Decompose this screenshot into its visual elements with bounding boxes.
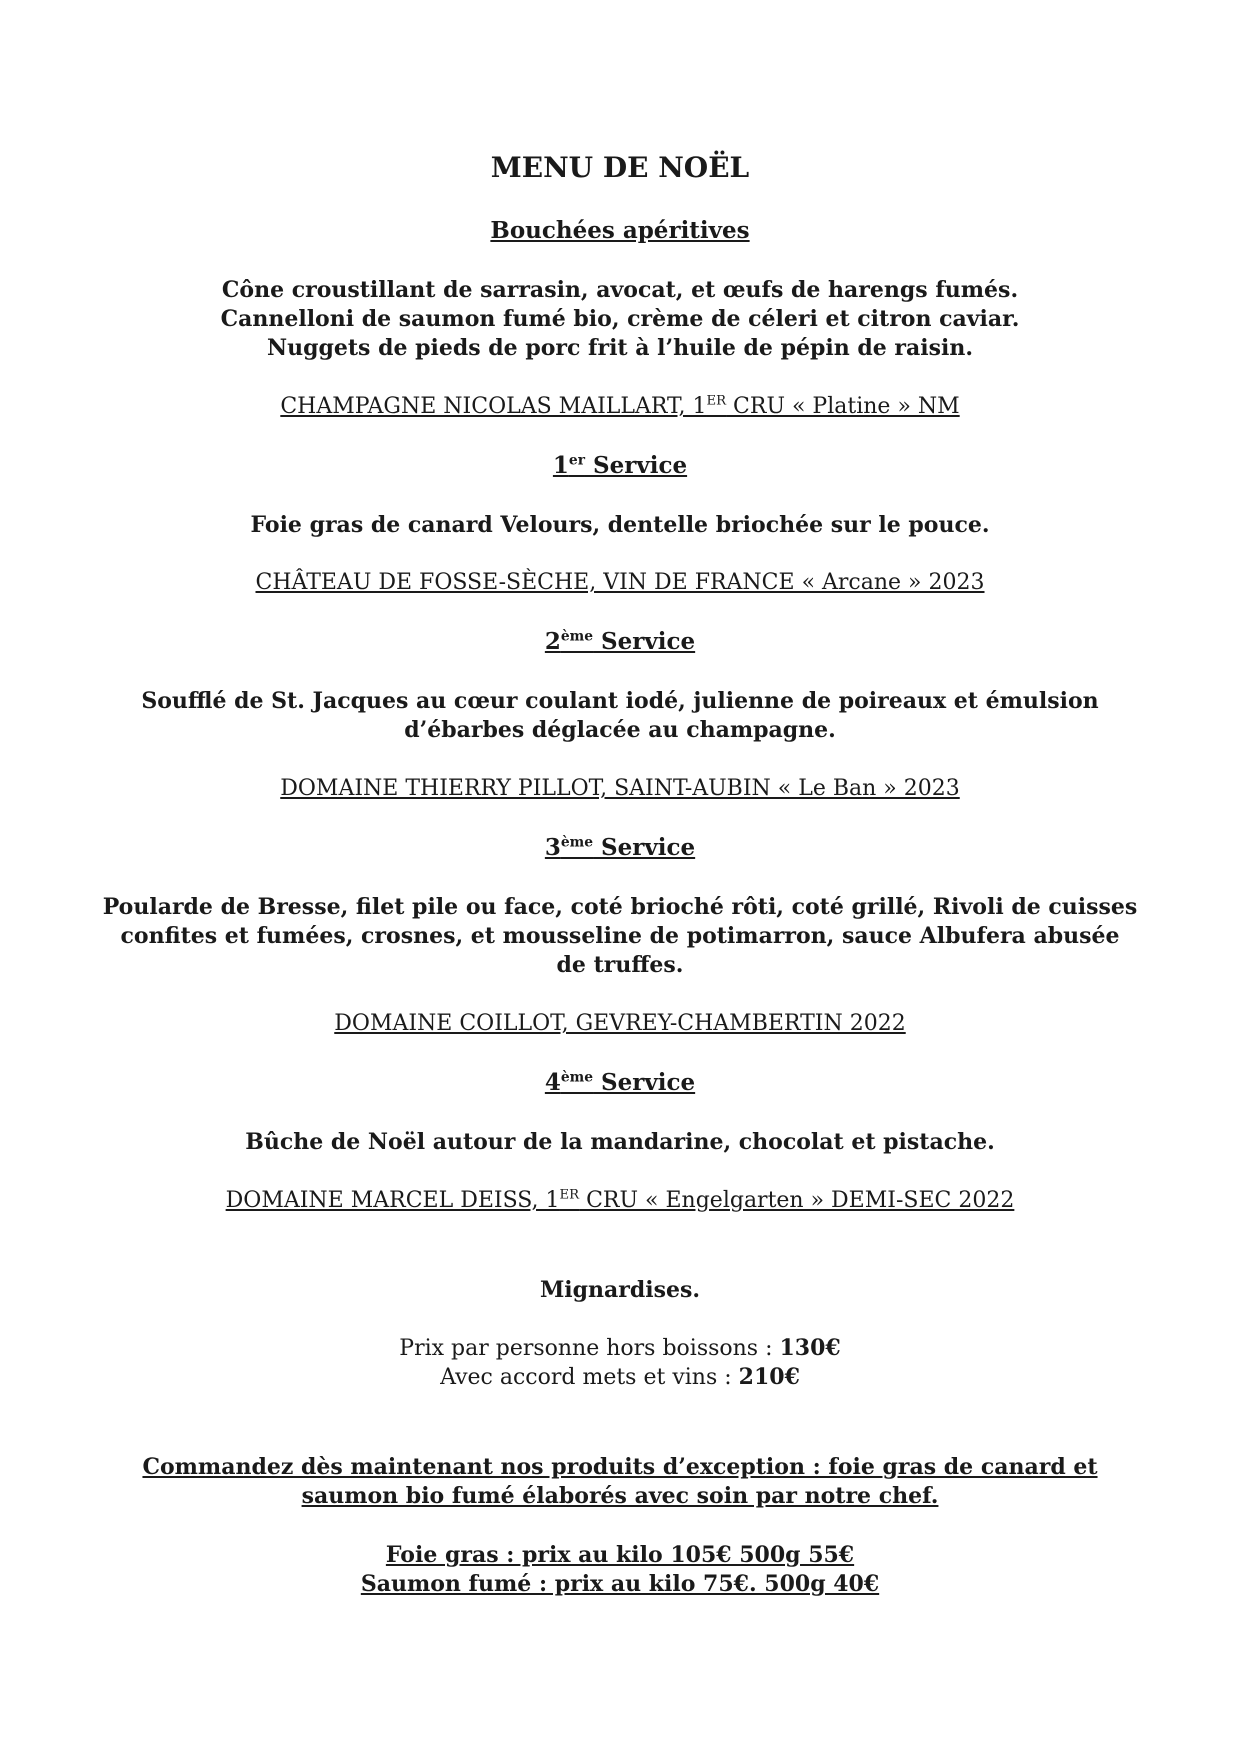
section-heading-service-1: 1er Service [552, 452, 688, 479]
menu-title: MENU DE NOËL [490, 151, 750, 184]
wine-pairing-aperitif: CHAMPAGNE NICOLAS MAILLART, 1ER CRU « Platine » NM [280, 393, 960, 419]
dish-service-2: Soufflé de St. Jacques au cœur coulant iodé, julienne de poireaux et émulsion [141, 688, 1099, 714]
order-announcement: Commandez dès maintenant nos produits d’exception : foie gras de canard et [142, 1454, 1098, 1480]
price-value: 210€ [738, 1364, 800, 1390]
dish-service-1: Foie gras de canard Velours, dentelle briochée sur le pouce. [250, 512, 990, 538]
price-saumon: Saumon fumé : prix au kilo 75€. 500g 40€ [360, 1571, 880, 1597]
price-value: 130€ [779, 1335, 841, 1361]
aperitif-item: Nuggets de pieds de porc frit à l’huile de pépin de raisin. [267, 335, 973, 361]
price-foie-gras: Foie gras : prix au kilo 105€ 500g 55€ [385, 1542, 855, 1568]
price-with-wine: Avec accord mets et vins : 210€ [440, 1364, 800, 1390]
wine-pairing-service-4: DOMAINE MARCEL DEISS, 1ER CRU « Engelgarten » DEMI-SEC 2022 [225, 1187, 1015, 1213]
order-announcement: saumon bio fumé élaborés avec soin par notre chef. [301, 1483, 939, 1509]
section-heading-service-3: 3ème Service [544, 834, 696, 861]
section-heading-service-4: 4ème Service [544, 1069, 696, 1096]
wine-pairing-service-1: CHÂTEAU DE FOSSE-SÈCHE, VIN DE FRANCE « Arcane » 2023 [255, 570, 985, 595]
wine-pairing-service-3: DOMAINE COILLOT, GEVREY-CHAMBERTIN 2022 [334, 1011, 906, 1036]
wine-pairing-service-2: DOMAINE THIERRY PILLOT, SAINT-AUBIN « Le Ban » 2023 [280, 776, 960, 801]
dish-service-3: de truffes. [556, 952, 684, 978]
price-without-drinks: Prix par personne hors boissons : 130€ [399, 1335, 841, 1361]
dish-service-4: Bûche de Noël autour de la mandarine, chocolat et pistache. [245, 1129, 995, 1155]
section-heading-aperitif: Bouchées apéritives [490, 217, 750, 244]
aperitif-item: Cannelloni de saumon fumé bio, crème de céleri et citron caviar. [220, 306, 1020, 332]
dish-service-3: confites et fumées, crosnes, et mousseline de potimarron, sauce Albufera abusée [120, 923, 1120, 949]
aperitif-item: Cône croustillant de sarrasin, avocat, et œufs de harengs fumés. [221, 277, 1019, 303]
section-heading-service-2: 2ème Service [544, 628, 696, 655]
mignardises: Mignardises. [539, 1277, 701, 1303]
dish-service-3: Poularde de Bresse, filet pile ou face, coté brioché rôti, coté grillé, Rivoli de cuisses [102, 894, 1138, 920]
dish-service-2: d’ébarbes déglacée au champagne. [404, 717, 836, 743]
